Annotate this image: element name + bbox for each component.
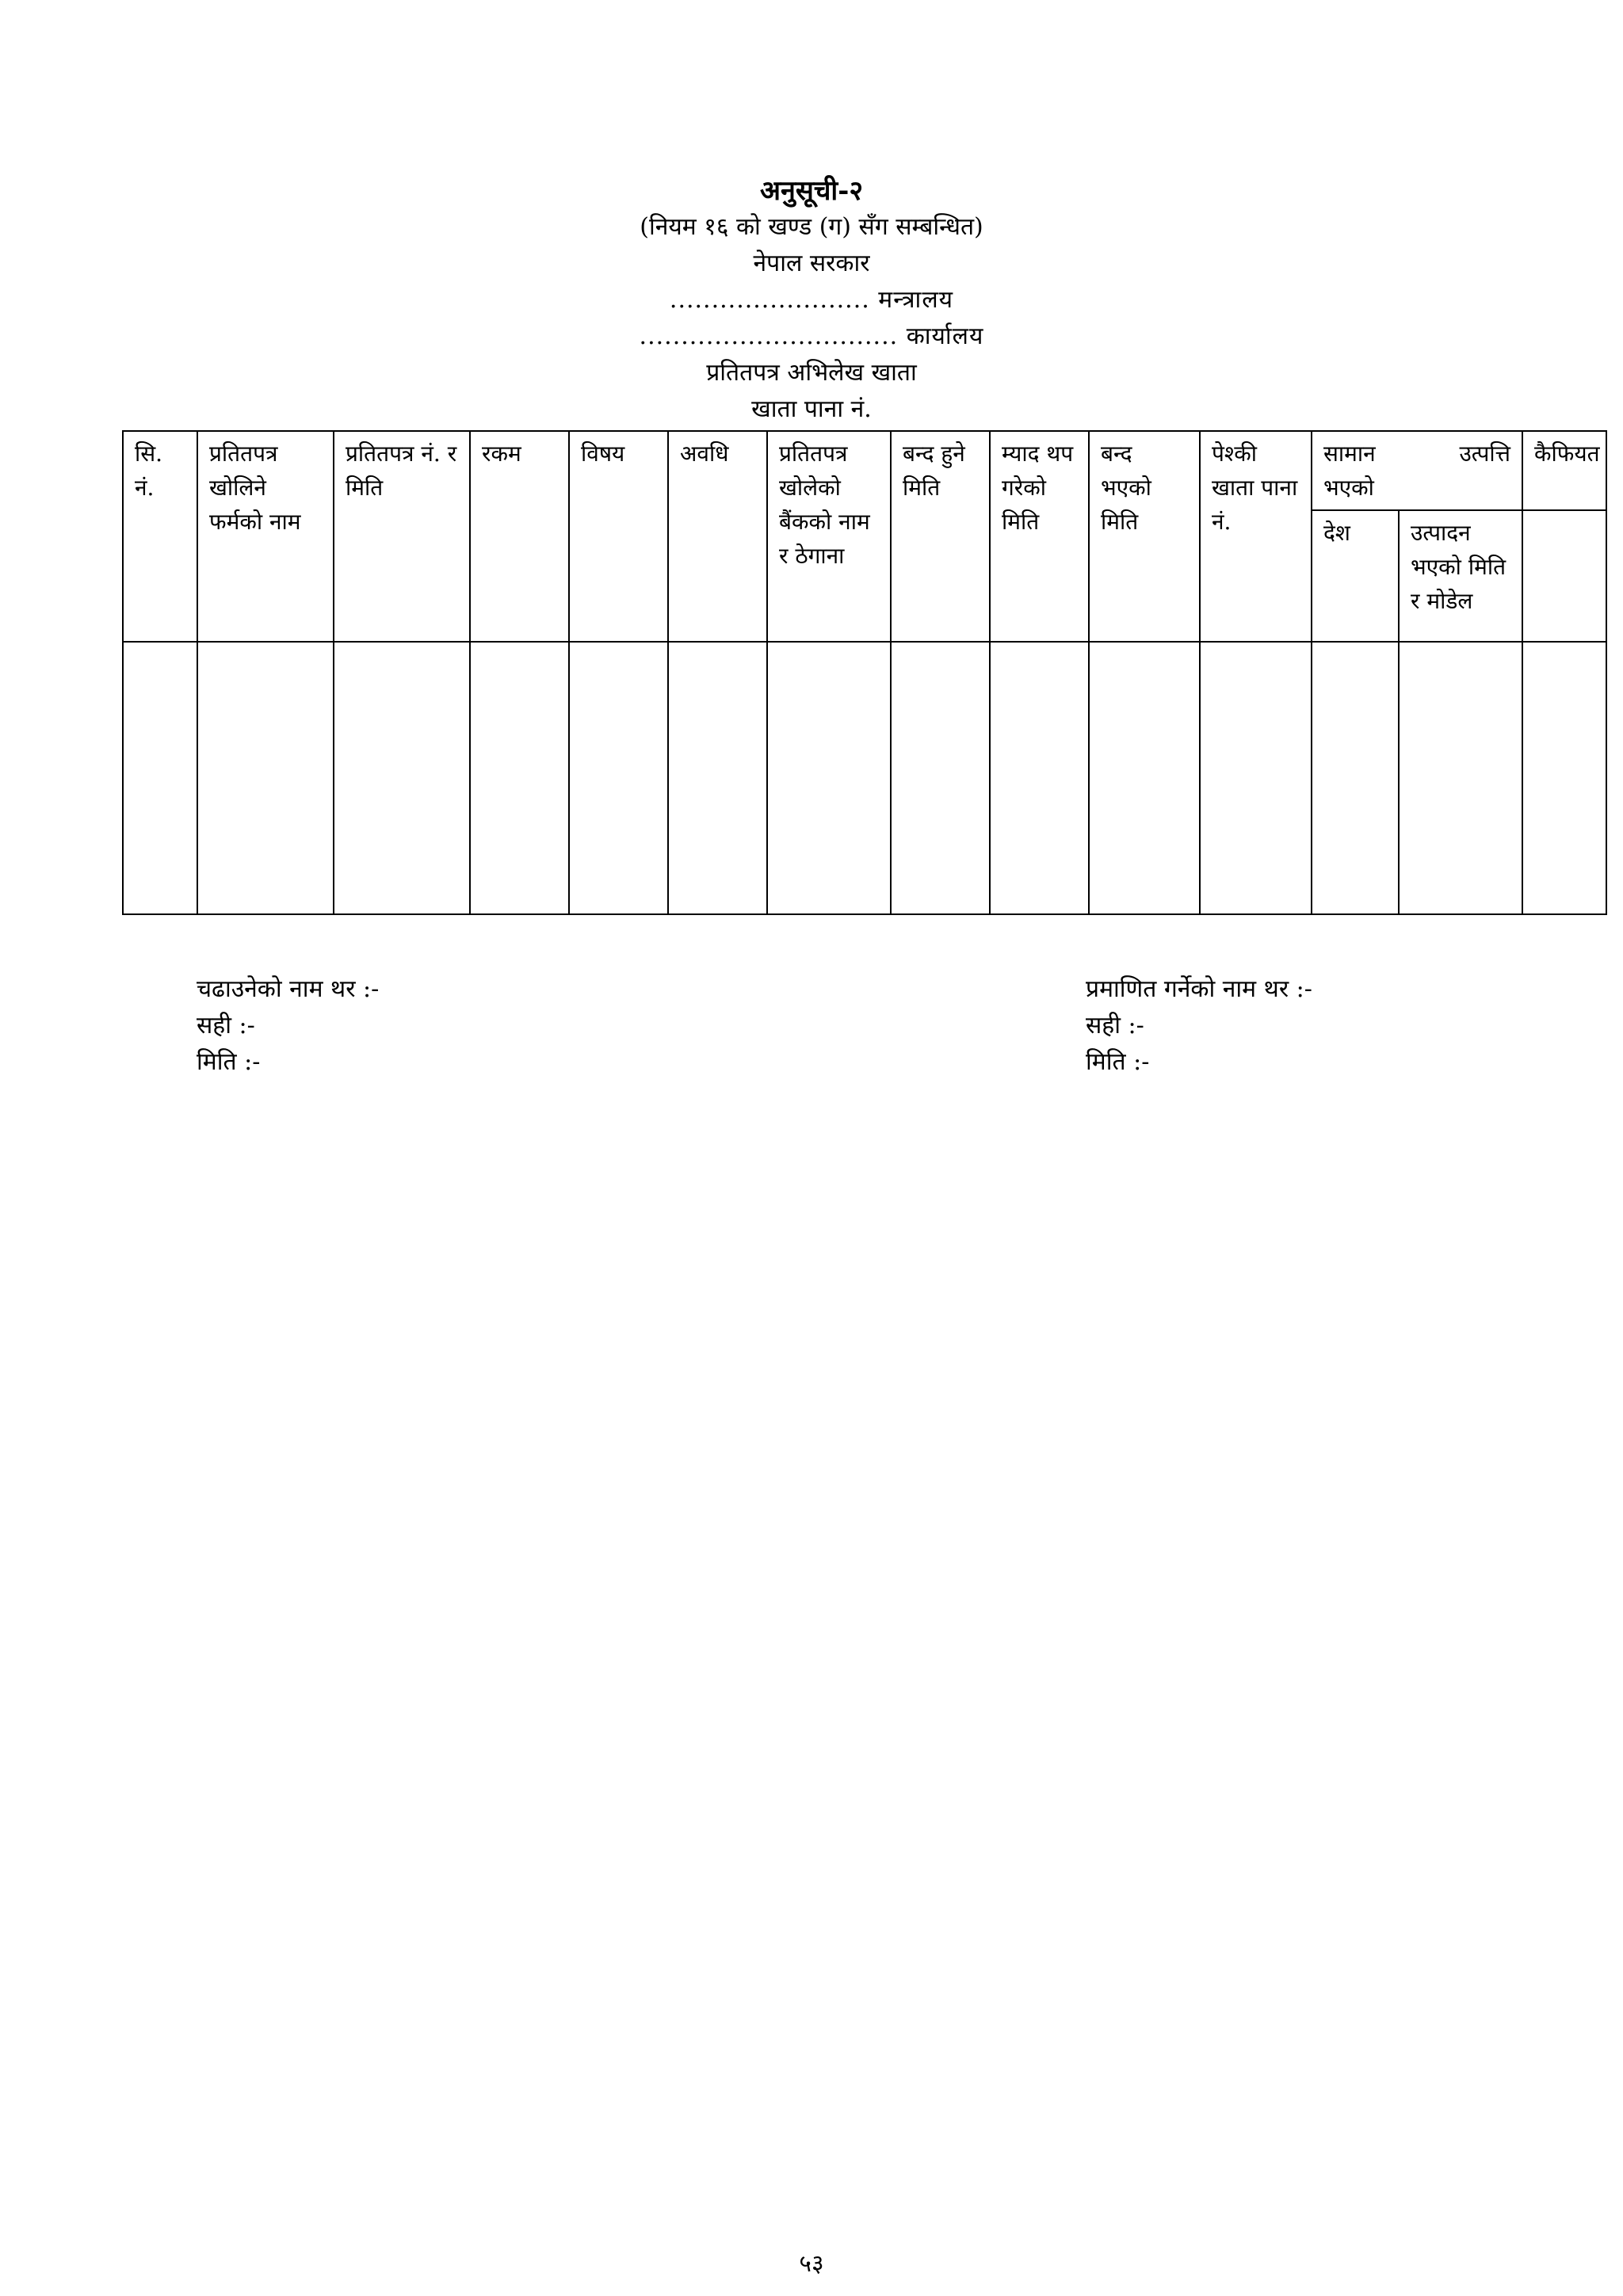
column-header-amount: रकम (470, 431, 569, 642)
ledger-name: प्रतितपत्र अभिलेख खाता (706, 359, 917, 387)
column-header-goods-origin (1312, 431, 1522, 510)
certifier-name-label: प्रमाणित गर्नेको नाम थर :- (1086, 975, 1312, 1003)
column-header-period: अवधि (668, 431, 767, 642)
column-header-firm-name: प्रतितपत्र खोलिने फर्मको नाम (197, 431, 334, 642)
column-header-advance-ledger-page: पेश्की खाता पाना नं. (1200, 431, 1312, 642)
table-cell (197, 642, 334, 914)
submitter-signature-label: सही :- (197, 1012, 255, 1039)
column-header-bank-name-address: प्रतितपत्र खोलेको बैंकको नाम र ठेगाना (767, 431, 891, 642)
table-cell (569, 642, 668, 914)
table-cell (1312, 642, 1399, 914)
ministry-line: ........................ मन्त्रालय (669, 286, 954, 314)
table-row (123, 642, 1606, 914)
column-header-remarks: कैफियत (1522, 431, 1606, 510)
column-header-closing-date: बन्द हुने मिति (891, 431, 990, 642)
column-header-country: देश (1312, 510, 1399, 642)
column-header-subject: विषय (569, 431, 668, 642)
table-cell (1522, 642, 1606, 914)
table-cell (123, 642, 197, 914)
schedule-title: अनुसूची-२ (759, 175, 864, 207)
ledger-page-number: खाता पाना नं. (751, 395, 872, 423)
table-cell (990, 642, 1089, 914)
table-cell (668, 642, 767, 914)
table-cell (334, 642, 470, 914)
column-header-production-date-model: उत्पादन भएको मिति र मोडेल (1399, 510, 1522, 642)
page-number: ५३ (799, 2250, 824, 2278)
table-cell (1089, 642, 1200, 914)
origin-label-origin: उत्पत्ति (1459, 441, 1511, 467)
table-cell (470, 642, 569, 914)
submitter-name-label: चढाउनेको नाम थर :- (197, 975, 380, 1003)
column-header-closed-date: बन्द भएको मिति (1089, 431, 1200, 642)
submitter-date-label: मिति :- (197, 1048, 261, 1076)
column-header-serial: सि. नं. (123, 431, 197, 642)
document-header (0, 173, 1623, 428)
government-name: नेपाल सरकार (753, 250, 870, 277)
column-header-lc-number-date: प्रतितपत्र नं. र मिति (334, 431, 470, 642)
certifier-signature-label: सही :- (1086, 1012, 1144, 1039)
table-cell (891, 642, 990, 914)
certifier-date-label: मिति :- (1086, 1048, 1150, 1076)
rule-reference: (नियम १६ को खण्ड (ग) सँग सम्बन्धित) (640, 213, 983, 241)
table-cell (767, 642, 891, 914)
certifier-signature-block (1086, 971, 1312, 1081)
table-cell (1200, 642, 1312, 914)
column-header-extension-date: म्याद थप गरेको मिति (990, 431, 1089, 642)
column-header-remarks-lower (1522, 510, 1606, 642)
office-line: ............................... कार्यालय (639, 322, 984, 350)
submitter-signature-block (197, 971, 379, 1081)
table-cell (1399, 642, 1522, 914)
origin-label-happened: भएको (1323, 475, 1374, 501)
ledger-table (122, 430, 1607, 915)
origin-label-goods: सामान (1323, 441, 1376, 467)
